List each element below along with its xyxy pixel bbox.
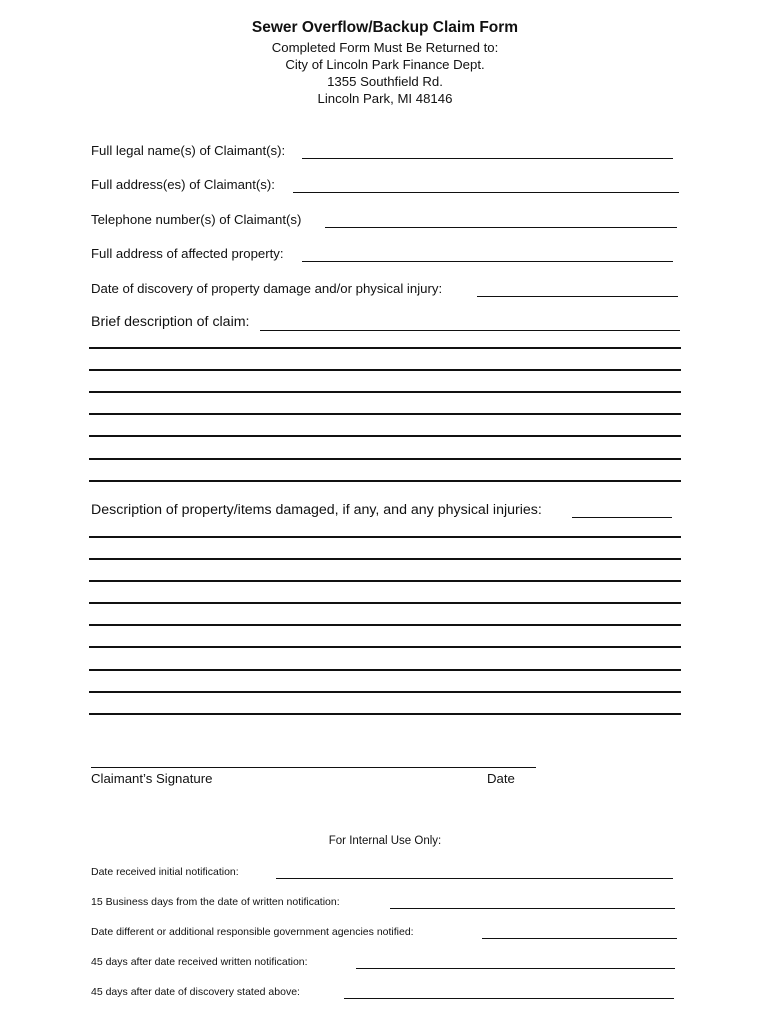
brief-description-label: Brief description of claim: bbox=[91, 314, 250, 330]
other-agencies-label: Date different or additional responsible government agencies notified: bbox=[91, 926, 414, 938]
days-after-written-label: 45 days after date received written notification: bbox=[91, 956, 308, 968]
date-discovery-field[interactable] bbox=[477, 296, 678, 297]
other-agencies-field[interactable] bbox=[482, 938, 677, 939]
business-days-field[interactable] bbox=[390, 908, 675, 909]
brief-description-field[interactable] bbox=[260, 330, 680, 331]
days-after-written-field[interactable] bbox=[356, 968, 675, 969]
description-line[interactable] bbox=[89, 435, 681, 437]
description-line[interactable] bbox=[89, 458, 681, 460]
date-discovery-label: Date of discovery of property damage and/or physical injury: bbox=[91, 281, 443, 296]
property-address-field[interactable] bbox=[302, 261, 673, 262]
damage-line[interactable] bbox=[89, 646, 681, 648]
description-line[interactable] bbox=[89, 347, 681, 349]
damage-line[interactable] bbox=[89, 536, 681, 538]
items-damaged-label: Description of property/items damaged, if any, and any physical injuries: bbox=[91, 502, 542, 518]
signature-label: Claimant’s Signature bbox=[91, 771, 213, 786]
telephone-field[interactable] bbox=[325, 227, 677, 228]
date-received-field[interactable] bbox=[276, 878, 673, 879]
form-title: Sewer Overflow/Backup Claim Form bbox=[251, 19, 519, 36]
business-days-label: 15 Business days from the date of written notification: bbox=[91, 896, 340, 908]
address-label: Full address(es) of Claimant(s): bbox=[91, 177, 275, 192]
legal-name-label: Full legal name(s) of Claimant(s): bbox=[91, 143, 286, 158]
date-label: Date bbox=[487, 771, 515, 786]
property-address-label: Full address of affected property: bbox=[91, 246, 284, 261]
return-city: Lincoln Park, MI 48146 bbox=[317, 91, 453, 106]
description-line[interactable] bbox=[89, 480, 681, 482]
return-street: 1355 Southfield Rd. bbox=[327, 74, 443, 89]
address-field[interactable] bbox=[293, 192, 679, 193]
damage-line[interactable] bbox=[89, 691, 681, 693]
date-received-label: Date received initial notification: bbox=[91, 866, 239, 878]
damage-line[interactable] bbox=[89, 713, 681, 715]
return-department: City of Lincoln Park Finance Dept. bbox=[285, 57, 485, 72]
damage-line[interactable] bbox=[89, 558, 681, 560]
damage-line[interactable] bbox=[89, 669, 681, 671]
damage-line[interactable] bbox=[89, 602, 681, 604]
damage-line[interactable] bbox=[89, 580, 681, 582]
description-line[interactable] bbox=[89, 413, 681, 415]
return-instructions: Completed Form Must Be Returned to: bbox=[271, 40, 499, 55]
description-line[interactable] bbox=[89, 369, 681, 371]
items-damaged-field[interactable] bbox=[572, 517, 672, 518]
days-after-discovery-field[interactable] bbox=[344, 998, 674, 999]
telephone-label: Telephone number(s) of Claimant(s) bbox=[91, 212, 302, 227]
internal-use-heading: For Internal Use Only: bbox=[328, 835, 442, 847]
signature-line[interactable] bbox=[91, 767, 536, 768]
description-line[interactable] bbox=[89, 391, 681, 393]
legal-name-field[interactable] bbox=[302, 158, 673, 159]
days-after-discovery-label: 45 days after date of discovery stated above: bbox=[91, 986, 300, 998]
damage-line[interactable] bbox=[89, 624, 681, 626]
